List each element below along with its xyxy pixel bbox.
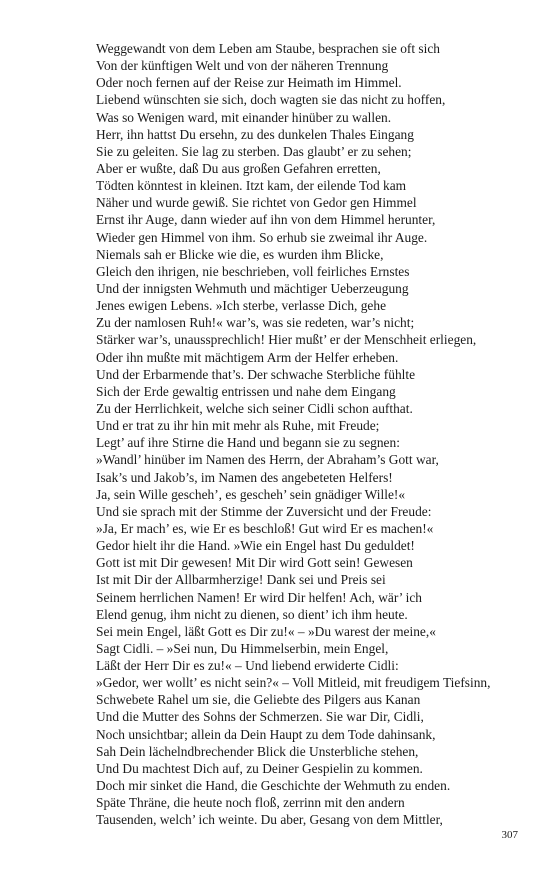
text-line: Läßt der Herr Dir es zu!« – Und liebend erwiderte Cidli: [96, 658, 399, 674]
text-line: Gott ist mit Dir gewesen! Mit Dir wird Gott sein! Gewesen [96, 555, 413, 571]
text-line: Ist mit Dir der Allbarmherzige! Dank sei und Preis sei [96, 572, 386, 588]
text-line: Sich der Erde gewaltig entrissen und nahe dem Eingang [96, 383, 396, 399]
page-number: 307 [501, 829, 518, 841]
text-line: Und der innigsten Wehmuth und mächtiger Ueberzeugung [96, 280, 409, 296]
text-line: »Gedor, wer wollt’ es nicht sein?« – Voll Mitleid, mit freudigem Tiefsinn, [96, 675, 491, 691]
text-line: Und er trat zu ihr hin mit mehr als Ruhe, mit Freude; [96, 418, 380, 434]
text-line: Niemals sah er Blicke wie die, es wurden ihm Blicke, [96, 246, 384, 262]
text-line: Und die Mutter des Sohns der Schmerzen. Sie war Dir, Cidli, [96, 709, 424, 725]
text-line: Oder noch fernen auf der Reise zur Heimath im Himmel. [96, 75, 402, 91]
text-line: Wieder gen Himmel von ihm. So erhub sie zweimal ihr Auge. [96, 229, 428, 245]
text-line: Ernst ihr Auge, dann wieder auf ihn von dem Himmel herunter, [96, 212, 436, 228]
text-line: Noch unsichtbar; allein da Dein Haupt zu dem Tode dahinsank, [96, 726, 436, 742]
text-line: Sie zu geleiten. Sie lag zu sterben. Das glaubt’ er zu sehen; [96, 143, 412, 159]
text-line: Schwebete Rahel um sie, die Geliebte des Pilgers aus Kanan [96, 692, 421, 708]
text-line: Oder ihn mußte mit mächtigem Arm der Helfer erheben. [96, 349, 399, 365]
text-line: Weggewandt von dem Leben am Staube, besprachen sie oft sich [96, 41, 440, 56]
text-line: Sagt Cidli. – »Sei nun, Du Himmelserbin, mein Engel, [96, 640, 389, 656]
text-line: Gedor hielt ihr die Hand. »Wie ein Engel hast Du geduldet! [96, 538, 415, 554]
poem-text-block [96, 40, 536, 828]
text-line: Und sie sprach mit der Stimme der Zuversicht und der Freude: [96, 503, 432, 519]
text-line: Stärker war’s, unaussprechlich! Hier mußt’ er der Menschheit erliegen, [96, 332, 477, 348]
text-line: Und der Erbarmende that’s. Der schwache Sterbliche fühlte [96, 366, 416, 382]
text-line: »Wandl’ hinüber im Namen des Herrn, der Abraham’s Gott war, [96, 452, 439, 468]
text-line: Seinem herrlichen Namen! Er wird Dir helfen! Ach, wär’ ich [96, 589, 422, 605]
text-line: Isak’s und Jakob’s, im Namen des angebeteten Helfers! [96, 469, 393, 485]
text-line: Von der künftigen Welt und von der näheren Trennung [96, 58, 389, 74]
text-line: Liebend wünschten sie sich, doch wagten sie das nicht zu hoffen, [96, 92, 446, 108]
text-line: Aber er wußte, daß Du aus großen Gefahren erretten, [96, 160, 381, 176]
text-line: Elend genug, ihm nicht zu dienen, so dient’ ich ihm heute. [96, 606, 408, 622]
text-line: Sah Dein lächelndbrechender Blick die Unsterbliche stehen, [96, 743, 419, 759]
text-line: Was so Wenigen ward, mit einander hinüber zu wallen. [96, 109, 392, 125]
text-line: Näher und wurde gewiß. Sie richtet von Gedor gen Himmel [96, 195, 417, 211]
text-line: Ja, sein Wille gescheh’, es gescheh’ sein gnädiger Wille!« [96, 486, 406, 502]
text-line: Späte Thräne, die heute noch floß, zerrinn mit den andern [96, 795, 405, 811]
text-line: Zu der namlosen Ruh!« war’s, was sie redeten, war’s nicht; [96, 315, 415, 331]
text-line: Doch mir sinket die Hand, die Geschichte der Wehmuth zu enden. [96, 778, 451, 794]
text-line: Gleich den ihrigen, nie beschrieben, voll feirliches Ernstes [96, 263, 410, 279]
text-line: Herr, ihn hattst Du ersehn, zu des dunkelen Thales Eingang [96, 126, 414, 142]
text-line: Tödten könntest in kleinen. Itzt kam, der eilende Tod kam [96, 178, 407, 194]
text-line: Sei mein Engel, läßt Gott es Dir zu!« – »Du warest der meine,« [96, 623, 436, 639]
text-line: Zu der Herrlichkeit, welche sich seiner Cidli schon aufthat. [96, 400, 413, 416]
text-line: Jenes ewigen Lebens. »Ich sterbe, verlasse Dich, gehe [96, 298, 387, 314]
text-line: Tausenden, welch’ ich weinte. Du aber, Gesang von dem Mittler, [96, 812, 443, 828]
text-line: »Ja, Er mach’ es, wie Er es beschloß! Gut wird Er es machen!« [96, 520, 434, 536]
text-line: Und Du machtest Dich auf, zu Deiner Gespielin zu kommen. [96, 760, 423, 776]
text-line: Legt’ auf ihre Stirne die Hand und begann sie zu segnen: [96, 435, 400, 451]
